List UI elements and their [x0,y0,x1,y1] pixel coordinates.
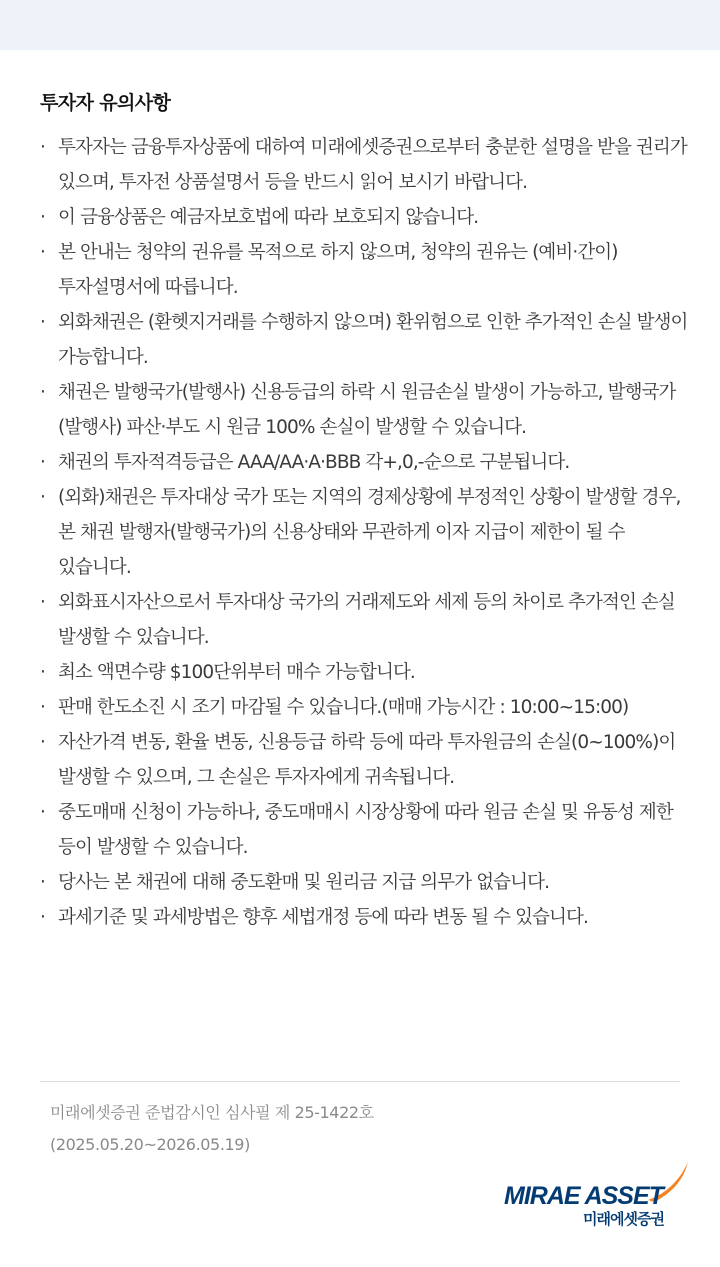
notice-item [40,305,700,375]
notice-item-text: 이 금융상품은 예금자보호법에 따라 보호되지 않습니다. [58,207,479,228]
notice-item-text: (외화)채권은 투자대상 국가 또는 지역의 경제상황에 부정적인 상황이 발생할 경우, 본 채권 발행자(발행국가)의 신용상태와 무관하게 이자 지급이 제한이 될 수 있습니다. [58,487,681,578]
bullet: · [40,312,45,333]
divider [40,1081,680,1082]
compliance-approval-number: 미래에셋증권 준법감시인 심사필 제 25-1422호 [50,1103,374,1122]
notice-item [40,585,700,655]
notice-item-text: 채권은 발행국가(발행사) 신용등급의 하락 시 원금손실 발생이 가능하고, 발행국가(발행사) 파산·부도 시 원금 100% 손실이 발생할 수 있습니다. [58,382,676,438]
bullet: · [40,487,45,508]
mirae-asset-logo [498,1158,698,1233]
notice-item [40,480,700,585]
notice-item [40,375,700,445]
bullet: · [40,242,45,263]
notice-list [40,130,700,935]
bullet: · [40,802,45,823]
bullet: · [40,452,45,473]
bullet: · [40,732,45,753]
bullet: · [40,697,45,718]
bullet: · [40,137,45,158]
notice-item [40,655,700,690]
logo-korean-text: 미래에셋증권 [583,1210,664,1228]
notice-title: 투자자 유의사항 [40,92,171,114]
notice-item [40,130,700,200]
notice-item [40,865,700,900]
notice-item-text: 최소 액면수량 $100단위부터 매수 가능합니다. [58,662,415,683]
bullet: · [40,907,45,928]
notice-item [40,235,700,305]
notice-item-text: 채권의 투자적격등급은 AAA/AA·A·BBB 각+,0,-순으로 구분됩니다. [58,452,570,473]
top-band [0,0,720,50]
notice-item-text: 자산가격 변동, 환율 변동, 신용등급 하락 등에 따라 투자원금의 손실(0~100%)이 발생할 수 있으며, 그 손실은 투자자에게 귀속됩니다. [58,732,676,788]
notice-item-text: 중도매매 신청이 가능하나, 중도매매시 시장상황에 따라 원금 손실 및 유동성 제한 등이 발생할 수 있습니다. [58,802,673,858]
notice-item-text: 외화표시자산으로서 투자대상 국가의 거래제도와 세제 등의 차이로 추가적인 손실 발생할 수 있습니다. [58,592,675,648]
compliance-validity-period: (2025.05.20~2026.05.19) [50,1135,250,1154]
notice-item [40,900,700,935]
bullet: · [40,207,45,228]
bullet: · [40,662,45,683]
notice-item-text: 투자자는 금융투자상품에 대하여 미래에셋증권으로부터 충분한 설명을 받을 권리가 있으며, 투자전 상품설명서 등을 반드시 읽어 보시기 바랍니다. [58,137,687,193]
bullet: · [40,382,45,403]
notice-item [40,690,700,725]
notice-item [40,795,700,865]
notice-item-text: 외화채권은 (환헷지거래를 수행하지 않으며) 환위험으로 인한 추가적인 손실 발생이 가능합니다. [58,312,688,368]
notice-item-text: 판매 한도소진 시 조기 마감될 수 있습니다.(매매 가능시간 : 10:00~15:00) [58,697,629,718]
notice-item-text: 본 안내는 청약의 권유를 목적으로 하지 않으며, 청약의 권유는 (예비·간이)투자설명서에 따릅니다. [58,242,618,298]
notice-item-text: 과세기준 및 과세방법은 향후 세법개정 등에 따라 변동 될 수 있습니다. [58,907,588,928]
compliance-info [50,1097,374,1161]
notice-item-text: 당사는 본 채권에 대해 중도환매 및 원리금 지급 의무가 없습니다. [58,872,550,893]
notice-item [40,445,700,480]
logo-english-text: MIRAE ASSET [504,1182,663,1210]
bullet: · [40,592,45,613]
notice-item [40,200,700,235]
notice-item [40,725,700,795]
bullet: · [40,872,45,893]
